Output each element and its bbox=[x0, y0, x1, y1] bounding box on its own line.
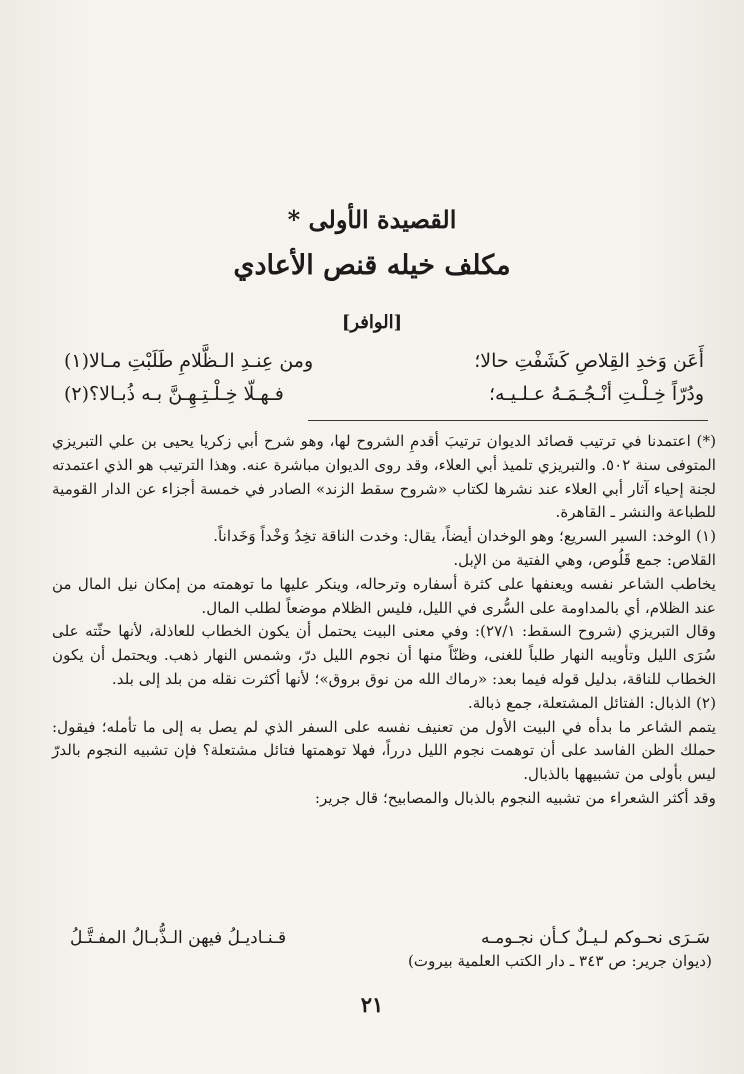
footnotes bbox=[52, 430, 716, 811]
verse-line bbox=[64, 350, 704, 384]
verse-second-hemistich: ومن عِنـدِ الـظَّلامِ طَلَبْتِ مـالا(١) bbox=[64, 350, 314, 372]
footnote-divider bbox=[308, 420, 708, 421]
quoted-verse-first: سَـرَى نحـوكم لـيـلٌ كـأن نجـومـه bbox=[481, 928, 710, 948]
page-number: ٢١ bbox=[360, 992, 384, 1017]
footnote-paragraph: (٢) الذبال: الفتائل المشتعلة، جمع ذبالة. bbox=[467, 693, 716, 712]
quoted-verse-second: قـنـاديـلُ فيهن الـذُّبـالُ المفـتَّـلُ bbox=[70, 928, 287, 948]
footnote-paragraph: يتمم الشاعر ما بدأه في البيت الأول من تعنيف نفسه على السفر الذي لم يصل به إلى ما تأمله؛ فيقول: حملك الظن الفاسد على أن توهمت نجوم الليل درراً، فهلا توهمتها فتائل مشتعلة؟ فإن تشبيه النجوم بالدرّ ليس بأولى من تشبيهها بالذبال. bbox=[52, 717, 716, 784]
footnote-paragraph: يخاطب الشاعر نفسه ويعنفها على كثرة أسفاره وترحاله، وينكر عليها ما توهمته من إمكان نيل المال من عند الظلام، أي بالمداومة على السُّرى في الليل، فليس الظلام موضعاً لطلب المال. bbox=[52, 574, 716, 617]
verse-first-hemistich: ودُرّاً خِـلْـتِ أنْـجُـمَـهُ عـلـيـه؛ bbox=[488, 383, 704, 405]
footnote-paragraph: (*) اعتمدنا في ترتيب قصائد الديوان ترتيبَ أقدمِ الشروح لها، وهو شرح أبي زكريا يحيى بن علي التبريزي المتوفى سنة ٥٠٢. والتبريزي تلميذ أبي العلاء، وقد روى الديوان مباشرة عنه. وهذا الترتيب هو الذي اعتمدته لجنة إحياء آثار أبي العلاء عند نشرها لكتاب «شروح سقط الزند» الصادر في خمسة أجزاء عن الدار القومية للطباعة والنشر ـ القاهرة. bbox=[52, 432, 716, 522]
verse-first-hemistich: أَعَن وَخدِ القِلاصِ كَشَفْتِ حالا؛ bbox=[474, 350, 704, 372]
quote-source: (ديوان جرير: ص ٣٤٣ ـ دار الكتب العلمية بيروت) bbox=[407, 952, 712, 970]
footnote-paragraph: وقال التبريزي (شروح السقط: ٢٧/١): وفي معنى البيت يحتمل أن يكون الخطاب للعاذلة، لأنها حثّته على سُرَى الليل وتأويبه النهار طلباً للغنى، وظنّاً منها أن نجوم الليل درّ، وشمس النهار ذهب. ويحتمل أن يكون الخطاب للناقة، بدليل قوله فيما بعد: «رماك الله من نوق بروق»؛ لأنها أكثرت نقله من بلد إلى بلد. bbox=[52, 622, 717, 688]
poem-title: مكلف خيله قنص الأعادي bbox=[233, 250, 511, 281]
poem-meter: [الوافر] bbox=[341, 312, 403, 333]
footnote-paragraph: وقد أكثر الشعراء من تشبيه النجوم بالذبال والمصابيح؛ قال جرير: bbox=[314, 788, 716, 807]
section-title: القصيدة الأولى * bbox=[287, 205, 457, 234]
verse-second-hemistich: فـهـلّا خِـلْـتِـهِـنَّ بـه ذُبـالا؟(٢) bbox=[64, 383, 284, 405]
footnote-paragraph: القلاص: جمع قَلُوص، وهي الفتية من الإبل. bbox=[453, 550, 716, 569]
verse-line bbox=[64, 383, 704, 417]
quoted-verse bbox=[70, 928, 710, 952]
footnote-paragraph: (١) الوخد: السير السريع؛ وهو الوخدان أيضاً، يقال: وخدت الناقة تخِدُ وَخْداً وَخَداناً. bbox=[213, 527, 716, 546]
